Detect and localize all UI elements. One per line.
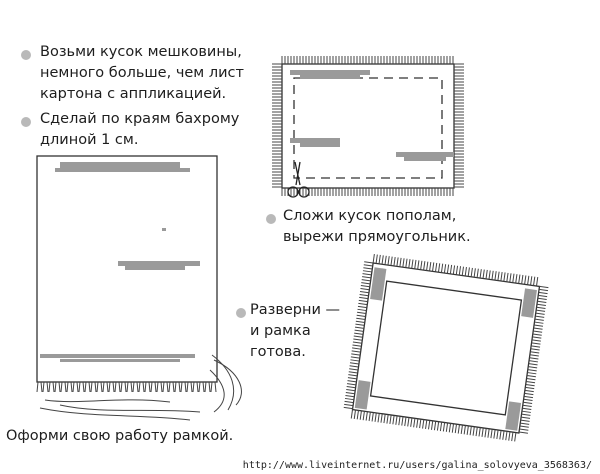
fringe-thread: [522, 411, 531, 412]
step-3-line: вырежи прямоугольник.: [283, 229, 471, 245]
step-4-line: Разверни —: [250, 302, 341, 318]
fringe-thread: [479, 428, 480, 437]
fringe-thread: [519, 275, 520, 284]
fringe-thread: [393, 415, 394, 424]
fringe-thread: [421, 261, 422, 270]
fringe-thread: [402, 417, 403, 426]
fringe-thread: [345, 395, 354, 396]
fringe-thread: [500, 430, 501, 439]
fringe-thread: [355, 327, 364, 328]
fringe-thread: [360, 291, 369, 292]
fringe-thread: [519, 432, 528, 433]
fringe-thread: [494, 430, 495, 439]
fringe-thread: [539, 286, 548, 287]
fringe-thread: [527, 379, 536, 380]
fringe-thread: [534, 325, 543, 326]
fringe-thread: [434, 421, 435, 430]
fringe-thread: [536, 310, 545, 311]
fringe-thread: [521, 417, 530, 418]
fringe-thread: [459, 266, 460, 275]
fringe-thread: [449, 423, 450, 432]
fringe-thread: [355, 330, 364, 331]
fringe-thread: [358, 303, 367, 304]
fringe-thread: [461, 425, 462, 434]
page-caption: Оформи свою работу рамкой.: [6, 428, 234, 444]
fringe-thread: [512, 432, 513, 441]
fringe-thread: [447, 265, 448, 274]
fringe-thread: [450, 265, 451, 274]
fringe-thread: [534, 277, 535, 286]
fringe-thread: [486, 270, 487, 279]
fringe-thread: [354, 410, 355, 419]
fringe-thread: [423, 420, 424, 429]
fringe-thread: [468, 267, 469, 276]
fringe-thread: [485, 428, 486, 437]
fringe-thread: [523, 402, 532, 403]
fringe-thread: [495, 271, 496, 280]
fringe-thread: [528, 370, 537, 371]
fringe-thread: [396, 416, 397, 425]
fringe-thread: [470, 426, 471, 435]
step-2-line: Сделай по краям бахрому: [40, 111, 240, 127]
fringe-thread: [531, 346, 540, 347]
source-url: http://www.liveinternet.ru/users/galina_solovyeva_3568363/: [242, 460, 592, 471]
fringe-thread: [406, 259, 407, 268]
fringe-thread: [525, 275, 526, 284]
fringe-thread: [533, 331, 542, 332]
fringe-thread: [498, 272, 499, 281]
fringe-thread: [361, 283, 370, 284]
fringe-thread: [357, 315, 366, 316]
fringe-thread: [414, 418, 415, 427]
fringe-thread: [528, 367, 537, 368]
fringe-thread: [369, 412, 370, 421]
fringe-thread: [409, 259, 410, 268]
fringe-thread: [349, 372, 358, 373]
fringe-thread: [376, 255, 377, 264]
fringe-thread: [531, 276, 532, 285]
fringe-thread: [356, 321, 365, 322]
fringe-thread: [364, 262, 373, 263]
fringe-thread: [516, 274, 517, 283]
fringe-thread: [523, 405, 532, 406]
fringe-thread: [522, 275, 523, 284]
fringe-thread: [477, 269, 478, 278]
fringe-thread: [363, 268, 372, 269]
fringe-thread: [360, 411, 361, 420]
fringe-thread: [536, 313, 545, 314]
fringe-thread: [412, 260, 413, 269]
fringe-thread: [363, 271, 372, 272]
fringe-thread: [529, 358, 538, 359]
fringe-thread: [524, 393, 533, 394]
fringe-thread: [483, 270, 484, 279]
step-1-line: немного больше, чем лист: [40, 65, 244, 81]
fringe-thread: [373, 254, 374, 263]
fringe-thread: [353, 342, 362, 343]
fringe-thread: [405, 417, 406, 426]
fringe-thread: [372, 413, 373, 422]
fringe-thread: [354, 336, 363, 337]
fringe-thread: [352, 348, 361, 349]
fringe-thread: [431, 421, 432, 430]
step-1-line: картона с аппликацией.: [40, 86, 227, 102]
fringe-thread: [351, 354, 360, 355]
fringe-thread: [397, 257, 398, 266]
fringe-thread: [357, 312, 366, 313]
fringe-thread: [347, 384, 356, 385]
fringe-thread: [364, 265, 373, 266]
fringe-thread: [360, 294, 369, 295]
fringe-thread: [491, 429, 492, 438]
fringe-thread: [473, 427, 474, 436]
fringe-thread: [344, 407, 353, 408]
fringe-thread: [538, 295, 547, 296]
fringe-thread: [366, 412, 367, 421]
fringe-thread: [358, 306, 367, 307]
fringe-thread: [539, 292, 548, 293]
fringe-thread: [379, 255, 380, 264]
fringe-thread: [455, 424, 456, 433]
fringe-thread: [482, 428, 483, 437]
fringe-thread: [351, 357, 360, 358]
fringe-thread: [384, 414, 385, 423]
fringe-thread: [426, 420, 427, 429]
fringe-thread: [436, 263, 437, 272]
fringe-thread: [344, 404, 353, 405]
fringe-thread: [408, 418, 409, 427]
fringe-thread: [360, 289, 369, 290]
fringe-thread: [527, 376, 536, 377]
fringe-thread: [348, 378, 357, 379]
fringe-thread: [429, 420, 430, 429]
fringe-thread: [362, 277, 371, 278]
fringe-thread: [458, 425, 459, 434]
fringe-thread: [427, 262, 428, 271]
fringe-thread: [388, 256, 389, 265]
fringe-thread: [385, 256, 386, 265]
fringe-thread: [345, 398, 354, 399]
fringe-thread: [352, 351, 361, 352]
fringe-thread: [501, 272, 502, 281]
fringe-thread: [394, 257, 395, 266]
fringe-thread: [531, 349, 540, 350]
step-4-line: готова.: [250, 344, 306, 360]
fringe-thread: [537, 307, 546, 308]
fringe-thread: [443, 423, 444, 432]
fringe-thread: [513, 274, 514, 283]
fringe-thread: [362, 280, 371, 281]
fringe-thread: [415, 260, 416, 269]
fringe-thread: [353, 345, 362, 346]
fringe-thread: [399, 416, 400, 425]
fringe-thread: [350, 363, 359, 364]
fringe-thread: [452, 424, 453, 433]
fringe-thread: [521, 420, 530, 421]
fringe-thread: [534, 322, 543, 323]
fringe-thread: [529, 361, 538, 362]
frame-opening: [371, 281, 522, 415]
fringe-thread: [532, 340, 541, 341]
fringe-thread: [418, 260, 419, 269]
fringe-thread: [446, 423, 447, 432]
fringe-thread: [348, 381, 357, 382]
fringe-thread: [537, 277, 538, 286]
fringe-thread: [420, 419, 421, 428]
fringe-thread: [456, 266, 457, 275]
fringe-thread: [507, 273, 508, 282]
fringe-thread: [351, 410, 352, 419]
fringe-thread: [462, 267, 463, 276]
fringe-thread: [363, 411, 364, 420]
fringe-thread: [350, 360, 359, 361]
fringe-thread: [492, 271, 493, 280]
step-4-line: и рамка: [250, 323, 311, 339]
fringe-thread: [535, 316, 544, 317]
fringe-thread: [515, 433, 516, 442]
fringe-thread: [403, 258, 404, 267]
fringe-thread: [520, 423, 529, 424]
fringe-thread: [530, 352, 539, 353]
fringe-thread: [503, 431, 504, 440]
fringe-thread: [347, 387, 356, 388]
fringe-thread: [390, 415, 391, 424]
fringe-thread: [525, 387, 534, 388]
fringe-thread: [535, 319, 544, 320]
fringe-thread: [424, 261, 425, 270]
fringe-thread: [353, 339, 362, 340]
fringe-thread: [465, 267, 466, 276]
fringe-thread: [437, 422, 438, 431]
fringe-thread: [519, 429, 528, 430]
fringe-thread: [522, 408, 531, 409]
fringe-thread: [411, 418, 412, 427]
fringe-thread: [538, 298, 547, 299]
fringe-thread: [527, 373, 536, 374]
fringe-thread: [532, 343, 541, 344]
fringe-thread: [534, 328, 543, 329]
fringe-thread: [453, 265, 454, 274]
fringe-thread: [537, 304, 546, 305]
fringe-thread: [440, 422, 441, 431]
fringe-thread: [528, 276, 529, 285]
fringe-thread: [378, 413, 379, 422]
fringe-thread: [350, 366, 359, 367]
fringe-thread: [417, 419, 418, 428]
fringe-thread: [400, 258, 401, 267]
fringe-thread: [430, 262, 431, 271]
fringe-thread: [382, 255, 383, 264]
fringe-thread: [524, 396, 533, 397]
fringe-thread: [433, 262, 434, 271]
fringe-thread: [532, 337, 541, 338]
fringe-thread: [537, 301, 546, 302]
fringe-thread: [489, 270, 490, 279]
fringe-thread: [471, 268, 472, 277]
fringe-thread: [488, 429, 489, 438]
fringe-thread: [346, 390, 355, 391]
fringe-thread: [476, 427, 477, 436]
fringe-thread: [354, 333, 363, 334]
fringe-thread: [526, 384, 535, 385]
fringe-thread: [375, 413, 376, 422]
fringe-thread: [524, 399, 533, 400]
fringe-thread: [539, 289, 548, 290]
fringe-thread: [504, 272, 505, 281]
fringe-thread: [526, 381, 535, 382]
fringe-thread: [497, 430, 498, 439]
step-2-line: длиной 1 см.: [40, 132, 139, 148]
fringe-thread: [349, 369, 358, 370]
fringe-thread: [359, 297, 368, 298]
fringe-thread: [356, 318, 365, 319]
fringe-thread: [509, 432, 510, 441]
step-1-line: Возьми кусок мешковины,: [40, 44, 242, 60]
fringe-thread: [441, 264, 442, 273]
fringe-thread: [530, 355, 539, 356]
fringe-thread: [359, 300, 368, 301]
fringe-thread: [363, 274, 372, 275]
fringe-thread: [510, 273, 511, 282]
fringe-thread: [345, 401, 354, 402]
fringe-thread: [467, 426, 468, 435]
fringe-thread: [438, 263, 439, 272]
fringe-thread: [533, 334, 542, 335]
step-3-line: Сложи кусок пополам,: [283, 208, 457, 224]
fringe-thread: [464, 425, 465, 434]
fringe-thread: [348, 375, 357, 376]
fringe-thread: [522, 414, 531, 415]
fringe-thread: [357, 410, 358, 419]
fringe-thread: [506, 431, 507, 440]
fringe-thread: [474, 268, 475, 277]
fringe-thread: [391, 257, 392, 266]
fringe-thread: [520, 426, 529, 427]
fringe-thread: [529, 364, 538, 365]
fringe-thread: [525, 390, 534, 391]
fringe-thread: [361, 286, 370, 287]
fringe-thread: [346, 392, 355, 393]
fringe-thread: [387, 415, 388, 424]
fringe-thread: [355, 324, 364, 325]
fringe-thread: [444, 264, 445, 273]
fringe-thread: [358, 309, 367, 310]
fringe-thread: [480, 269, 481, 278]
fringe-thread: [381, 414, 382, 423]
